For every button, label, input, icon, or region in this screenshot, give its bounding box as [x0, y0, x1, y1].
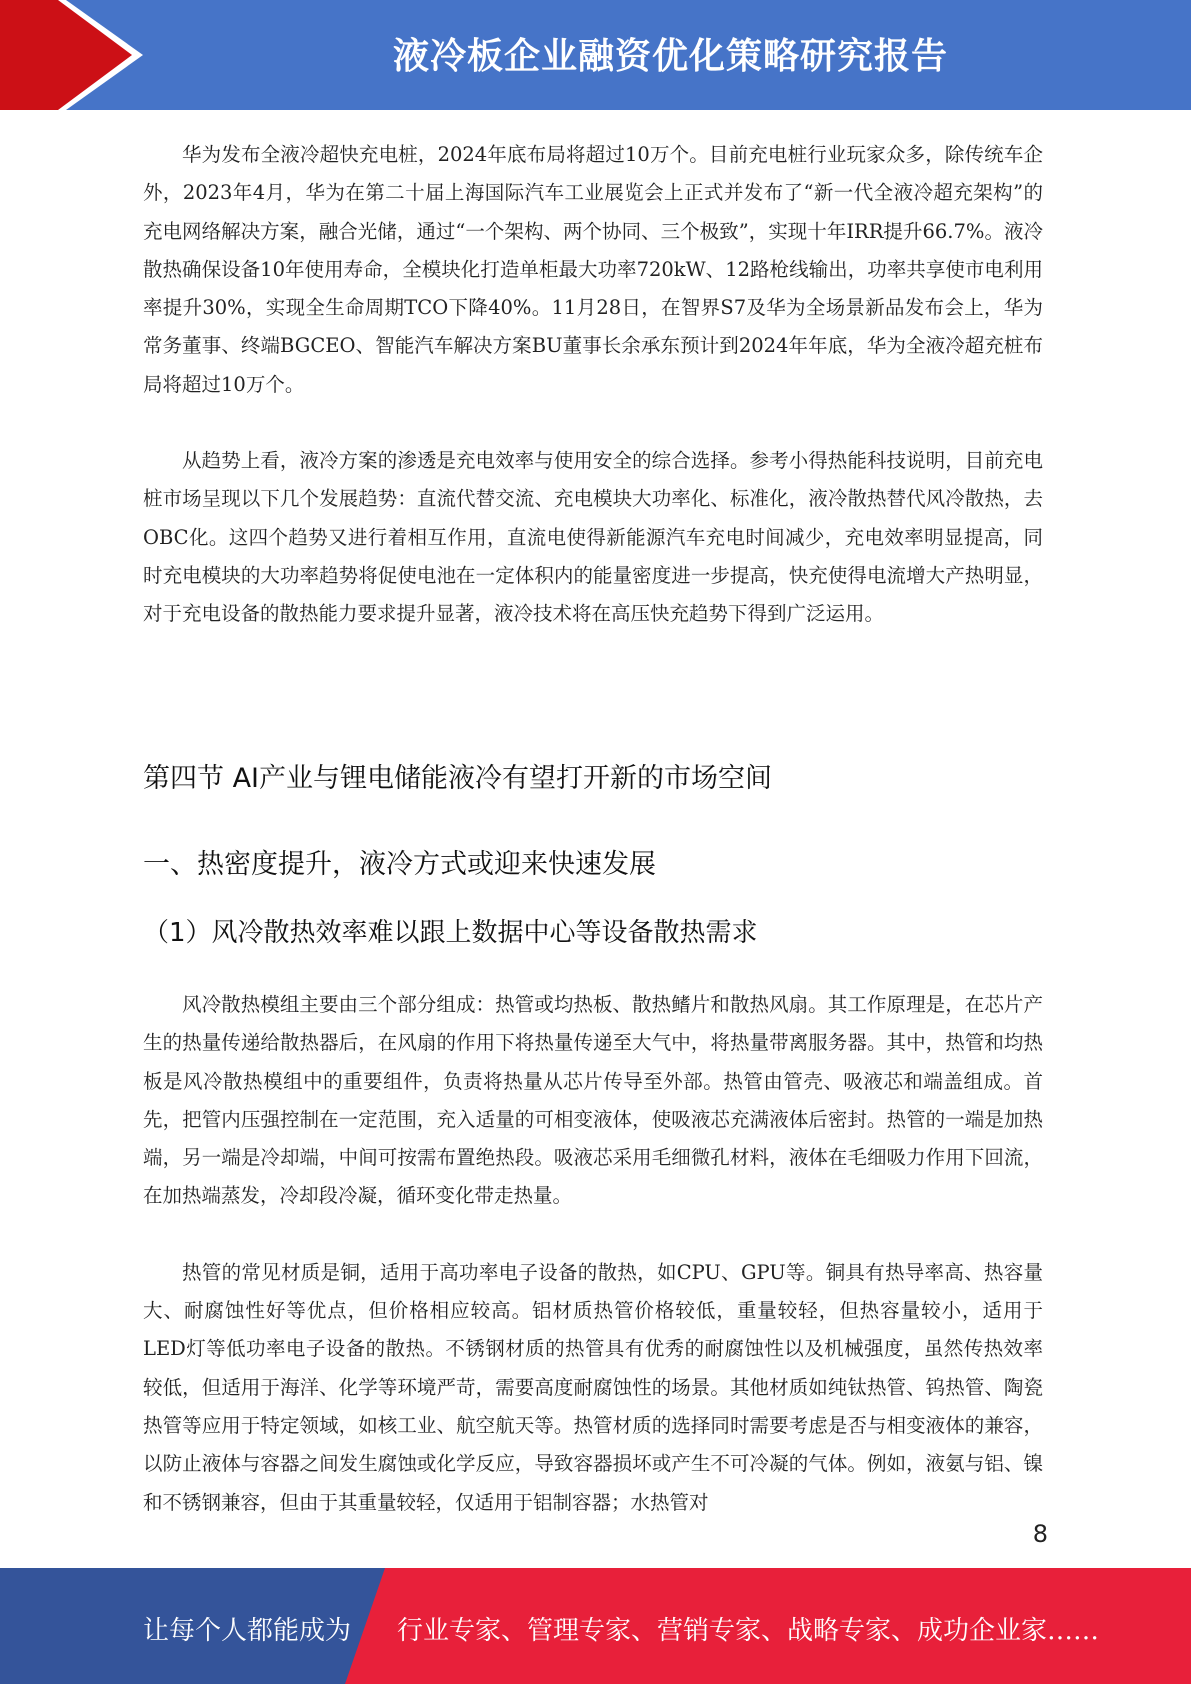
footer-slogan-left: 让每个人都能成为 — [143, 1616, 352, 1646]
paragraph-huawei-charging: 华为发布全液冷超快充电桩，2024年底布局将超过10万个。目前充电桩行业玩家众多，除传统车企外，2023年4月，华为在第二十届上海国际汽车工业展览会上正式并发布了“新一代全液冷超充架构”的充电网络解决方案，融合光储，通过“一个架构、两个协同、三个极致”，实现十年IRR提升66.7%。液冷散热确保设备10年使用寿命，全模块化打造单柜最大功率720kW、12路枪线输出，功率共享使市电利用率提升30%，实现全生命周期TCO下降40%。11月28日，在智界S7及华为全场景新品发布会上，华为常务董事、终端BGCEO、智能汽车解决方案BU董事长余承东预计到2024年年底，华为全液冷超充桩布局将超过10万个。 — [143, 143, 1043, 396]
subheading: 一、热密度提升，液冷方式或迎来快速发展 — [143, 849, 656, 880]
paragraph-trends: 从趋势上看，液冷方案的渗透是充电效率与使用安全的综合选择。参考小得热能科技说明，目前充电桩市场呈现以下几个发展趋势：直流代替交流、充电模块大功率化、标准化，液冷散热替代风冷散热，去OBC化。这四个趋势又进行着相互作用，直流电使得新能源汽车充电时间减少，充电效率明显提高，同时充电模块的大功率趋势将促使电池在一定体积内的能量密度进一步提高，快充使得电流增大产热明显，对于充电设备的散热能力要求提升显著，液冷技术将在高压快充趋势下得到广泛运用。 — [143, 449, 1043, 626]
page-number: 8 — [1032, 1520, 1048, 1548]
item-heading: （1）风冷散热效率难以跟上数据中心等设备散热需求 — [143, 918, 758, 948]
paragraph-air-cooling: 风冷散热模组主要由三个部分组成：热管或均热板、散热鳍片和散热风扇。其工作原理是，在芯片产生的热量传递给散热器后，在风扇的作用下将热量传递至大气中，将热量带离服务器。其中，热管和均热板是风冷散热模组中的重要组件，负责将热量从芯片传导至外部。热管由管壳、吸液芯和端盖组成。首先，把管内压强控制在一定范围，充入适量的可相变液体，使吸液芯充满液体后密封。热管的一端是加热端，另一端是冷却端，中间可按需布置绝热段。吸液芯采用毛细微孔材料，液体在毛细吸力作用下回流，在加热端蒸发，冷却段冷凝，循环变化带走热量。 — [143, 993, 1043, 1208]
bottom-paragraphs — [143, 986, 1043, 1522]
header-arrow-graphic — [0, 0, 160, 110]
top-paragraphs — [143, 136, 1043, 634]
section-heading: 第四节 AI产业与锂电储能液冷有望打开新的市场空间 — [143, 763, 773, 794]
paragraph-heat-pipe-materials: 热管的常见材质是铜，适用于高功率电子设备的散热，如CPU、GPU等。铜具有热导率高、热容量大、耐腐蚀性好等优点，但价格相应较高。铝材质热管价格较低，重量较轻，但热容量较小，适用于LED灯等低功率电子设备的散热。不锈钢材质的热管具有优秀的耐腐蚀性以及机械强度，虽然传热效率较低，但适用于海洋、化学等环境严苛，需要高度耐腐蚀性的场景。其他材质如纯钛热管、钨热管、陶瓷热管等应用于特定领域，如核工业、航空航天等。热管材质的选择同时需要考虑是否与相变液体的兼容，以防止液体与容器之间发生腐蚀或化学反应，导致容器损坏或产生不可冷凝的气体。例如，液氨与铝、镍和不锈钢兼容，但由于其重量较轻，仅适用于铝制容器；水热管对 — [143, 1260, 1043, 1514]
footer-slogan-right: 行业专家、管理专家、营销专家、战略专家、成功企业家…… — [397, 1616, 1100, 1646]
page-footer — [0, 1568, 1191, 1684]
page-header — [0, 0, 1191, 110]
report-title: 液冷板企业融资优化策略研究报告 — [392, 36, 948, 77]
